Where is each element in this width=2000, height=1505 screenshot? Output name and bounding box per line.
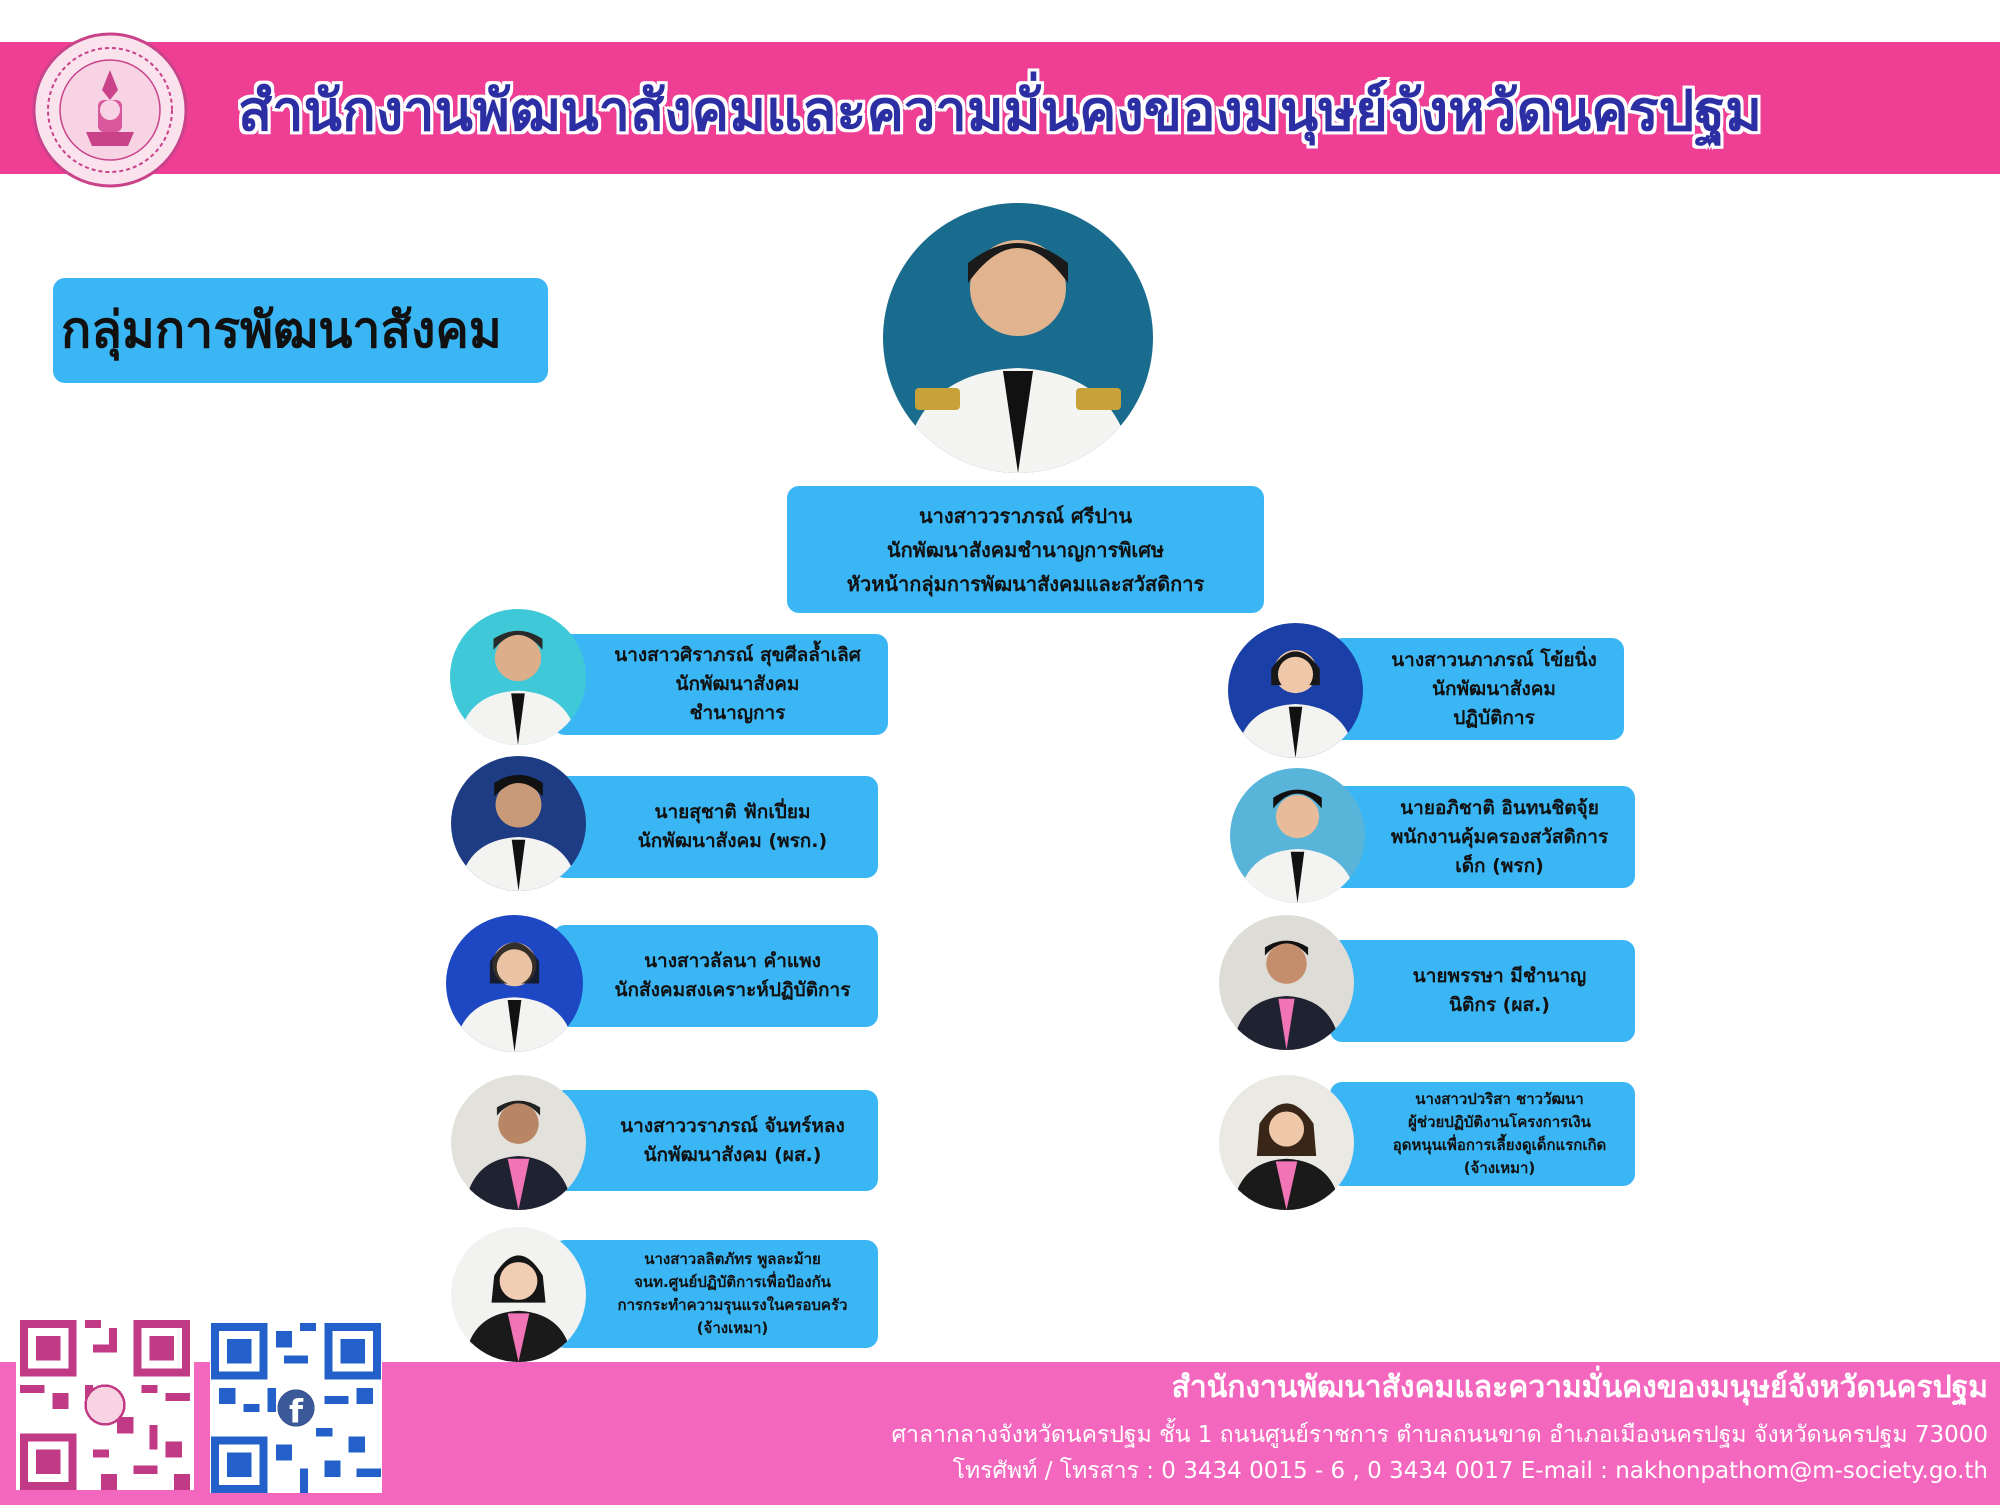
- staff-card: [553, 1090, 878, 1191]
- staff-avatar: [1228, 623, 1363, 758]
- staff-line: (จ้างเหมา): [1463, 1159, 1536, 1177]
- section-label: กลุ่มการพัฒนาสังคม: [53, 278, 548, 383]
- footer-contact: โทรศัพท์ / โทรสาร : 0 3434 0015 - 6 , 0 3434 0017 E-mail : nakhonpathom@m-society.go.th: [952, 1458, 1988, 1484]
- staff-avatar: [450, 609, 586, 745]
- staff-line: นางสาวศิราภรณ์ สุขศีลล้ำเลิศ: [614, 644, 861, 666]
- staff-card: [1330, 786, 1635, 888]
- staff-line: พนักงานคุ้มครองสวัสดิการ: [1390, 825, 1609, 848]
- staff-card: [1330, 638, 1624, 740]
- staff-line: การกระทำความรุนแรงในครอบครัว: [617, 1296, 848, 1314]
- staff-avatar: [451, 1075, 586, 1210]
- staff-line: นางสาวนภาภรณ์ โข้ยนิ่ง: [1391, 648, 1597, 671]
- staff-line: ปฏิบัติการ: [1453, 706, 1535, 729]
- staff-line: นักสังคมสงเคราะห์ปฏิบัติการ: [614, 979, 851, 1001]
- staff-line: นักพัฒนาสังคม (ผส.): [643, 1143, 822, 1166]
- staff-card: [1330, 1082, 1635, 1186]
- staff-line: นายอภิชาติ อินทนชิตจุ้ย: [1400, 796, 1599, 819]
- staff-avatar: [1230, 768, 1365, 903]
- staff-line: นายสุชาติ ฟักเปี่ยม: [654, 801, 811, 823]
- staff-avatar: [446, 915, 583, 1052]
- staff-line: นางสาวลัลนา คำแพง: [644, 950, 821, 972]
- staff-card: [553, 776, 878, 878]
- footer-org-name: สำนักงานพัฒนาสังคมและความมั่นคงของมนุษย์จังหวัดนครปฐม: [1171, 1370, 1988, 1405]
- staff-line: นายพรรษา มีชำนาญ: [1412, 965, 1587, 987]
- staff-line: นางสาวปวริสา ชาววัฒนา: [1415, 1090, 1584, 1108]
- staff-card: [553, 634, 888, 735]
- head-position: นักพัฒนาสังคมชำนาญการพิเศษ: [886, 537, 1165, 562]
- staff-card: [553, 1240, 878, 1348]
- staff-line: (จ้างเหมา): [696, 1319, 769, 1337]
- staff-avatar: [451, 756, 586, 891]
- staff-card: [1330, 940, 1635, 1042]
- staff-line: นิติกร (ผส.): [1449, 994, 1550, 1016]
- staff-line: นักพัฒนาสังคม: [1432, 677, 1556, 700]
- staff-line: ผู้ช่วยปฏิบัติงานโครงการเงิน: [1408, 1113, 1591, 1131]
- staff-line: อุดหนุนเพื่อการเลี้ยงดูเด็กแรกเกิด: [1392, 1136, 1607, 1154]
- staff-line: จนท.ศูนย์ปฏิบัติการเพื่อป้องกัน: [634, 1273, 831, 1291]
- staff-line: นักพัฒนาสังคม: [675, 673, 800, 695]
- provincial-seal-icon: [30, 30, 190, 190]
- footer-address: ศาลากลางจังหวัดนครปฐม ชั้น 1 ถนนศูนย์ราชการ ตำบลถนนขาด อำเภอเมืองนครปฐม จังหวัดนครปฐม 73000: [891, 1422, 1988, 1448]
- staff-card: [553, 925, 878, 1027]
- svg-text:f: f: [288, 1392, 304, 1431]
- staff-avatar: [1219, 915, 1354, 1050]
- staff-avatar: [1219, 1075, 1354, 1210]
- page-title: สำนักงานพัฒนาสังคมและความมั่นคงของมนุษย์จังหวัดนครปฐม: [238, 79, 1763, 144]
- staff-line: นักพัฒนาสังคม (พรก.): [637, 830, 828, 852]
- staff-line: นางสาวลลิตภัทร พูลละม้าย: [644, 1250, 821, 1268]
- staff-line: เด็ก (พรก): [1455, 854, 1544, 877]
- staff-line: นางสาววราภรณ์ จันทร์หลง: [620, 1114, 845, 1137]
- head-role: หัวหน้ากลุ่มการพัฒนาสังคมและสวัสดิการ: [846, 571, 1205, 596]
- staff-line: ชำนาญการ: [689, 702, 786, 724]
- head-card: [787, 486, 1264, 613]
- head-avatar: [883, 203, 1153, 473]
- head-name: นางสาววราภรณ์ ศรีปาน: [918, 503, 1133, 528]
- qr-code-icon[interactable]: [16, 1320, 194, 1490]
- staff-avatar: [451, 1227, 586, 1362]
- facebook-qr-code-icon[interactable]: [210, 1323, 382, 1493]
